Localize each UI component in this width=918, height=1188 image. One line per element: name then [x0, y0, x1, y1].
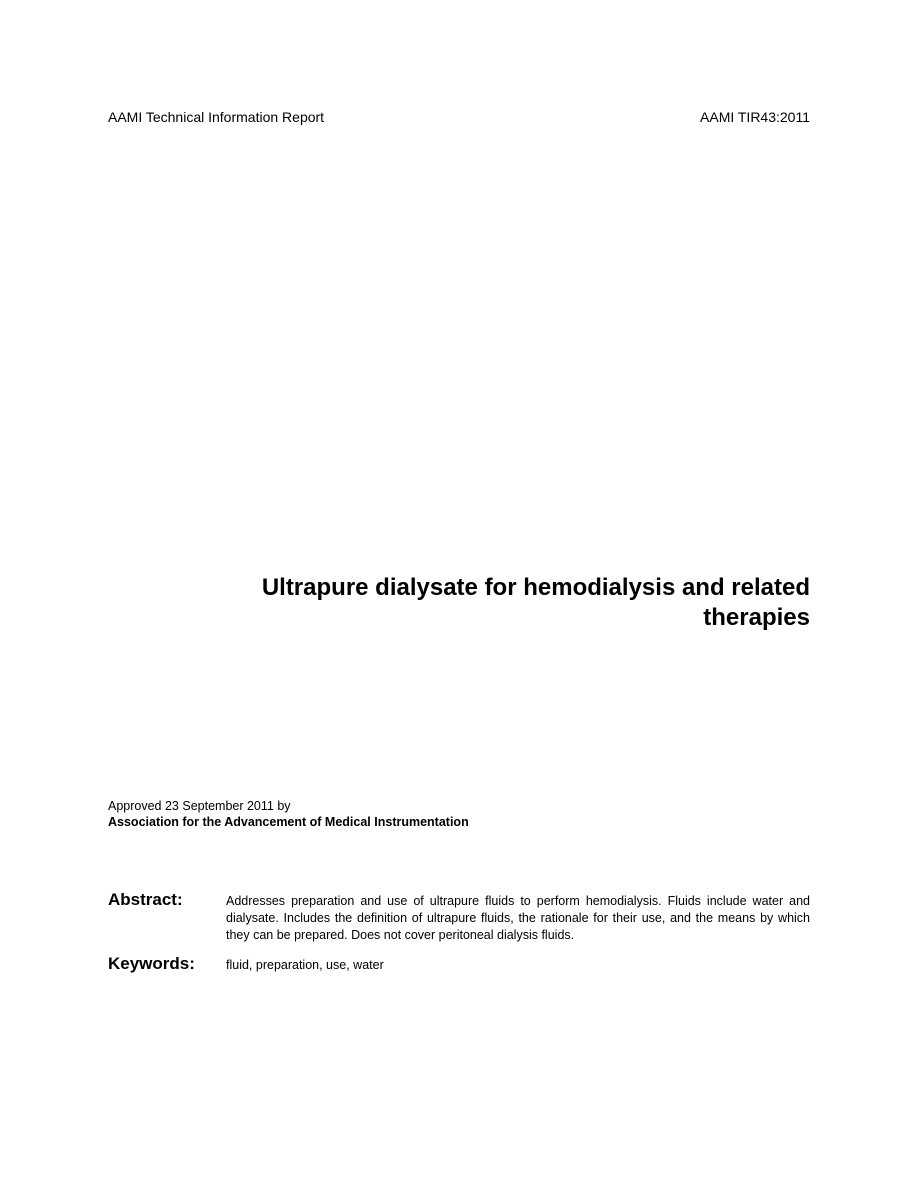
approval-block: [108, 798, 469, 830]
abstract-text: Addresses preparation and use of ultrapure fluids to perform hemodialysis. Fluids include water and dialysate. Includes the definition of ultrapure fluids, the rationale for their use, and the means by which they can be prepared. Does not cover peritoneal dialysis fluids.: [226, 894, 810, 942]
title-line-1: Ultrapure dialysate for hemodialysis and related: [261, 574, 810, 601]
document-title: [150, 573, 810, 633]
approving-organization: Association for the Advancement of Medical Instrumentation: [108, 815, 469, 829]
header-document-number: AAMI TIR43:2011: [700, 109, 810, 125]
header-report-type: AAMI Technical Information Report: [108, 109, 325, 125]
approval-date: Approved 23 September 2011 by: [108, 799, 291, 813]
keywords-text: fluid, preparation, use, water: [226, 958, 384, 972]
keywords-label: Keywords:: [108, 954, 195, 973]
title-line-2: therapies: [703, 604, 810, 631]
abstract-label: Abstract:: [108, 890, 183, 909]
